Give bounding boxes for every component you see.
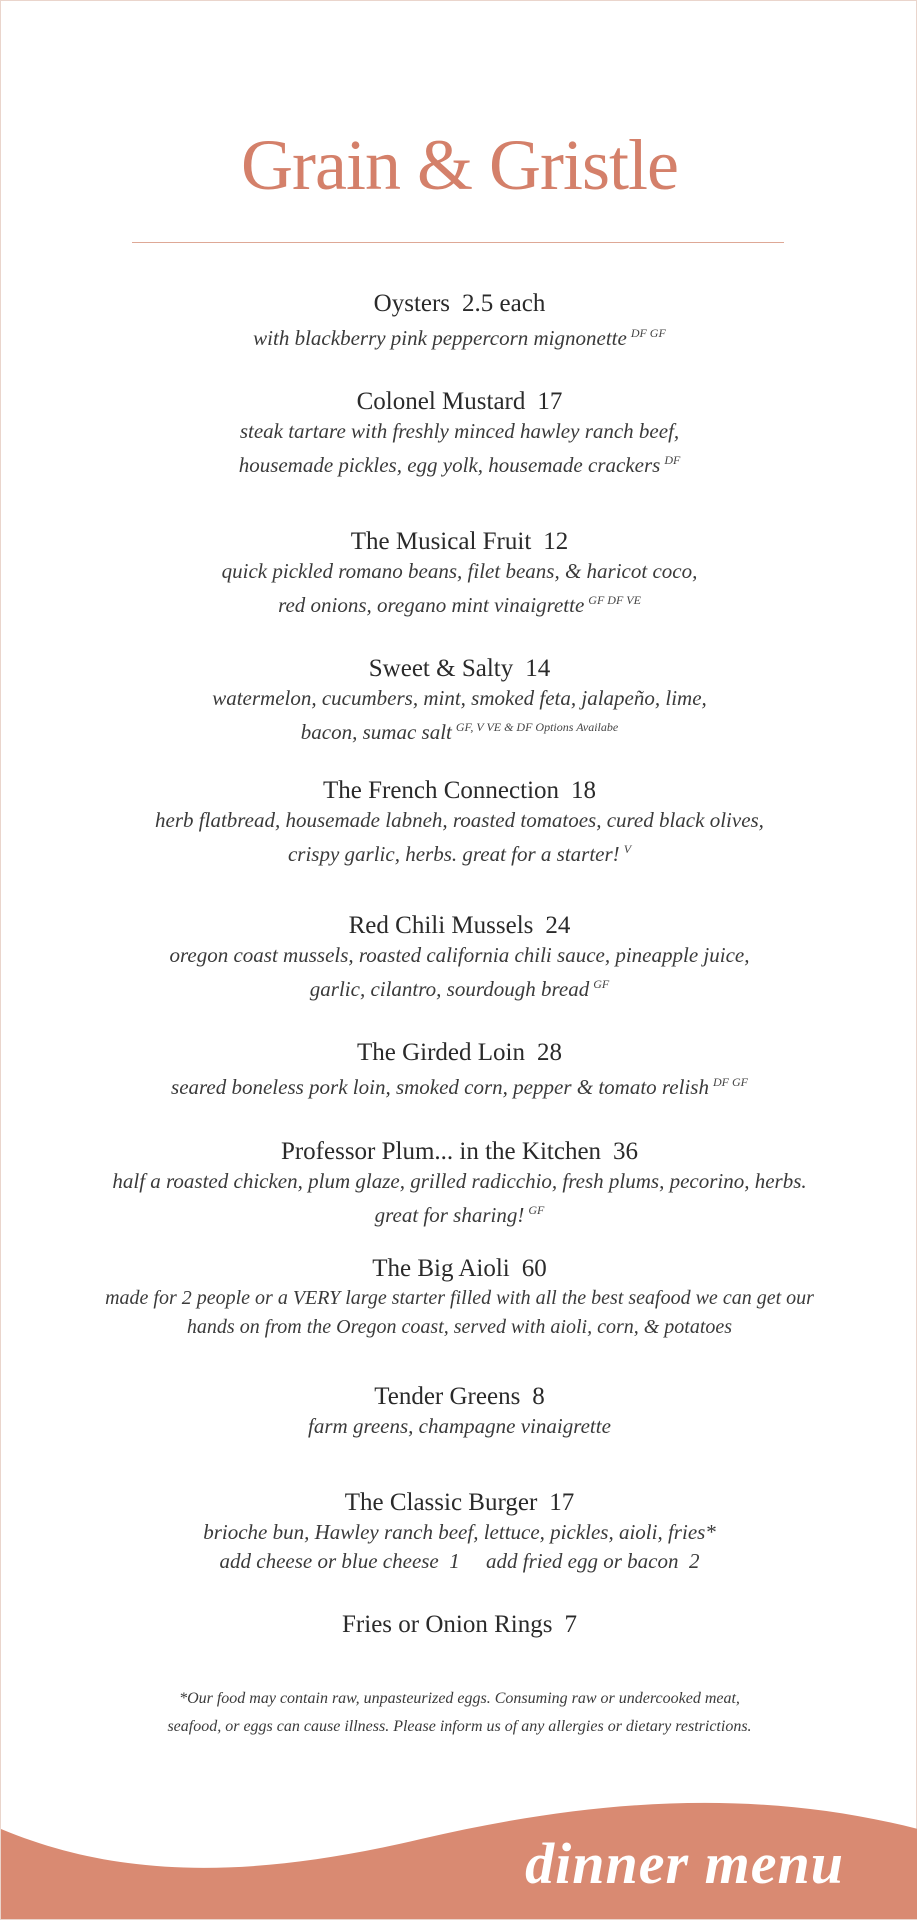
dietary-tag: GF DF VE [588,593,641,607]
item-description: brioche bun, Hawley ranch beef, lettuce, pickles, aioli, fries* add cheese or blue cheese 1 add fried egg or bacon 2 [203,1520,716,1573]
title-divider [132,242,784,243]
menu-item-musical-fruit [1,527,917,620]
item-name: The French Connection [322,777,560,804]
item-description: farm greens, champagne vinaigrette [308,1414,611,1438]
item-heading [1,1038,917,1068]
item-heading [1,911,917,941]
item-description: steak tartare with freshly minced hawley ranch beef, housemade pickles, egg yolk, housemade crackers $^{DF}$ [238,419,681,477]
item-description: herb flatbread, housemade labneh, roasted tomatoes, cured black olives, crispy garlic, herbs. great for a starter! $^V$ [155,808,764,866]
item-heading [1,1137,917,1167]
item-description: quick pickled romano beans, filet beans, & haricot coco, red onions, oregano mint vinaigrette $^{GF DF VE}$ [221,559,698,617]
item-price: 17 [537,388,563,415]
item-description: with blackberry pink peppercorn mignonette $^{DF GF}$ [253,326,666,350]
item-price: 12 [543,528,569,555]
dietary-tag: DF [664,453,681,467]
item-price: 17 [549,1489,575,1516]
restaurant-title: Grain & Gristle [241,125,678,205]
item-heading [1,289,917,319]
item-price: 18 [571,777,597,804]
menu-item-girded-loin [1,1038,917,1102]
item-price: 36 [613,1138,639,1165]
item-description: oregon coast mussels, roasted california chili sauce, pineapple juice, garlic, cilantro, sourdough bread $^{GF}$ [169,943,750,1001]
item-description: made for 2 people or a VERY large starter filled with all the best seafood we can get our hands on from the Oregon coast, served with aioli, corn, & potatoes [105,1287,814,1338]
dietary-tag: DF GF [630,326,666,340]
dinner-menu-label: dinner menu [525,1831,844,1896]
item-name: Colonel Mustard [356,388,526,415]
menu-item-french-connection [1,776,917,869]
item-name: Sweet & Salty [368,655,514,682]
item-name: Fries or Onion Rings [342,1611,553,1638]
menu-item-oysters [1,289,917,353]
item-price: 24 [545,912,571,939]
item-name: Red Chili Mussels [348,912,534,939]
dietary-tag: DF GF [712,1075,748,1089]
item-price: 2.5 each [462,290,546,317]
menu-item-classic-burger [1,1488,917,1576]
item-name: The Musical Fruit [350,528,532,555]
dietary-tag: V [623,842,632,856]
dietary-tag: GF [593,977,610,991]
menu-item-sweet-and-salty [1,654,917,747]
item-heading [1,1610,917,1640]
item-heading [1,776,917,806]
item-description: half a roasted chicken, plum glaze, grilled radicchio, fresh plums, pecorino, herbs. great for sharing! $^{GF}$ [112,1169,807,1227]
item-name: Tender Greens [374,1383,521,1410]
item-price: 28 [537,1039,562,1066]
item-price: 8 [532,1383,545,1410]
menu-item-big-aioli [1,1254,917,1342]
item-heading [1,1382,917,1412]
item-heading [1,1488,917,1518]
dietary-tag: GF [528,1203,545,1217]
item-price: 60 [521,1255,547,1282]
menu-item-red-chili-mussels [1,911,917,1004]
dietary-tag: GF, V VE & DF Options Availabe [455,720,619,734]
item-name: The Big Aioli [372,1255,510,1282]
item-name: Professor Plum... in the Kitchen [280,1138,602,1165]
menu-item-tender-greens [1,1382,917,1441]
menu-item-fries-onion-rings [1,1610,917,1640]
item-description: watermelon, cucumbers, mint, smoked feta, jalapeño, lime, bacon, sumac salt $^{GF, V VE \& DF Options Availabe}$ [212,686,707,744]
item-name: The Classic Burger [344,1489,538,1516]
allergy-disclaimer: *Our food may contain raw, unpasteurized eggs. Consuming raw or undercooked meat, seafood, or eggs can cause illness. Please inform us of any allergies or dietary restrictions. [167,1690,752,1735]
item-heading [1,654,917,684]
menu-item-professor-plum [1,1137,917,1230]
item-name: The Girded Loin [356,1039,525,1066]
item-heading [1,527,917,557]
item-heading [1,387,917,417]
item-name: Oysters [373,290,451,317]
item-heading [1,1254,917,1284]
item-price: 7 [564,1611,577,1638]
item-price: 14 [525,655,551,682]
menu-item-colonel-mustard [1,387,917,480]
item-description: seared boneless pork loin, smoked corn, pepper & tomato relish $^{DF GF}$ [171,1075,748,1099]
